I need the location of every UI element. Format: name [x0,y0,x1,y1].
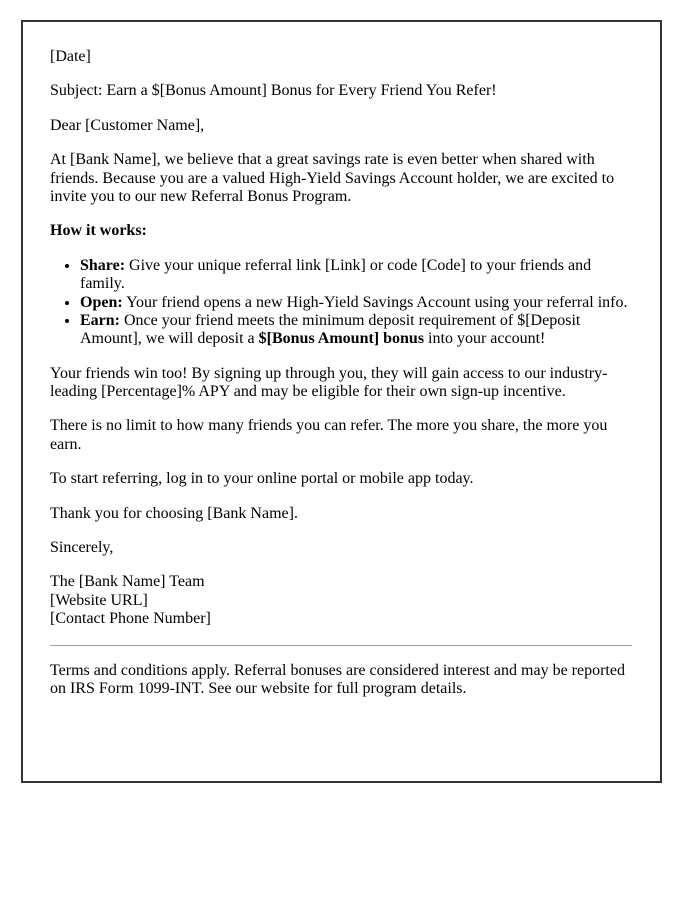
signature-phone-line: [Contact Phone Number] [50,610,211,628]
step-open-label: Open: [80,293,123,311]
cta-paragraph: To start referring, log in to your online portal or mobile app today. [50,470,474,488]
step-earn-tail: into your account! [424,330,546,348]
date-placeholder: [Date] [50,48,91,65]
subject-line: Subject: Earn a $[Bonus Amount] Bonus for Every Friend You Refer! [50,82,497,100]
footer-divider [50,645,632,646]
thank-you-paragraph: Thank you for choosing [Bank Name]. [50,504,298,522]
step-earn-label: Earn: [80,311,120,329]
step-share-label: Share: [80,256,126,274]
signature-team-line: The [Bank Name] Team [50,573,205,591]
signature-block [50,573,632,628]
step-earn-bold-text: $[Bonus Amount] bonus [258,330,425,348]
step-open [80,294,632,312]
greeting: Dear [Customer Name], [50,116,205,134]
step-share [80,257,632,294]
referral-letter-document [21,20,662,783]
step-earn-text: Once your friend meets the minimum deposit requirement of $[Deposit Amount], we will deposit a [80,311,581,348]
step-share-text: Give your unique referral link [Link] or code [Code] to your friends and family. [80,256,592,293]
referral-steps-list [50,257,632,349]
how-it-works-heading: How it works: [50,222,147,240]
signature-website-line: [Website URL] [50,591,148,609]
terms-footnote: Terms and conditions apply. Referral bonuses are considered interest and may be reported on IRS Form 1099-INT. See our website for full program details. [50,661,625,697]
no-limit-paragraph: There is no limit to how many friends you can refer. The more you share, the more you earn. [50,417,608,453]
friends-win-paragraph: Your friends win too! By signing up through you, they will gain access to our industry-leading [Percentage]% APY and may be eligible for their own sign-up incentive. [50,364,608,401]
closing: Sincerely, [50,539,114,557]
intro-paragraph: At [Bank Name], we believe that a great savings rate is even better when shared with friends. Because you are a valued High-Yield Savings Account holder, we are excited to invite you to our new Referral Bonus Program. [50,151,615,205]
step-earn [80,312,632,349]
step-open-text: Your friend opens a new High-Yield Savings Account using your referral info. [122,293,628,311]
